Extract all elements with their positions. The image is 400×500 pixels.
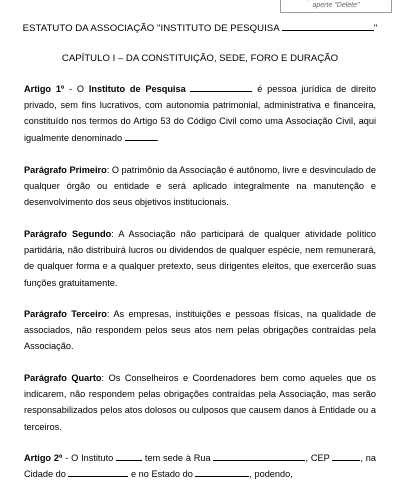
- paragrafo-primeiro: [24, 162, 376, 211]
- artigo-1-label: Artigo 1º: [24, 84, 65, 94]
- paragrafo-segundo: [24, 226, 376, 291]
- chapter-heading: CAPÍTULO I – DA CONSTITUIÇÃO, SEDE, FORO E DURAÇÃO: [61, 53, 339, 64]
- paragrafo-quarto-text: : Os Conselheiros e Coordenadores bem como aqueles que os indicarem, não respondem pelas obrigações contraídas pela Associação, mas serão responsabilizados pelos atos dolosos ou culposos que causem danos à Entidade ou a terceiros.: [24, 373, 376, 432]
- artigo-1-text-1: - O: [64, 84, 89, 94]
- document-title: [0, 21, 400, 35]
- title-suffix: ": [373, 23, 378, 34]
- artigo-2-text-6: , podendo,: [249, 469, 293, 480]
- artigo-1-text-3: .: [156, 132, 160, 143]
- instruction-note: [280, 0, 392, 13]
- artigo-1-text-2: é pessoa jurídica de direito privado, sem fins lucrativos, com autonomia patrimonial, administrativa e financeira, constituído nos termos do Artigo 53 do Código Civil como uma Associação Civil, aqui igualmente denominado: [24, 84, 376, 143]
- paragrafo-quarto: [24, 370, 376, 435]
- artigo-2-text-2: tem sede à Rua: [142, 453, 214, 463]
- artigo-2-city-blank[interactable]: [68, 468, 128, 477]
- artigo-1-bold-name: Instituto de Pesquisa: [88, 84, 186, 94]
- artigo-1: [24, 81, 376, 146]
- title-text: ESTATUTO DA ASSOCIAÇÃO "INSTITUTO DE PESQUISA: [22, 23, 282, 34]
- artigo-2-text-4: , na Cidade do: [24, 453, 377, 480]
- paragrafo-segundo-label: Parágrafo Segundo: [24, 229, 112, 239]
- paragrafo-terceiro-label: Parágrafo Terceiro: [24, 309, 107, 319]
- artigo-1-name-blank[interactable]: [190, 83, 252, 92]
- artigo-2-institute-blank[interactable]: [116, 452, 142, 461]
- paragrafo-primeiro-label: Parágrafo Primeiro: [24, 165, 107, 175]
- artigo-2-cep-blank[interactable]: [332, 452, 360, 461]
- paragrafo-terceiro: [24, 306, 376, 355]
- artigo-1-denomination-blank[interactable]: [125, 132, 157, 141]
- artigo-2-state-blank[interactable]: [195, 468, 249, 477]
- instruction-note-line-2: aperte "Delete": [312, 2, 360, 9]
- artigo-2: [24, 450, 376, 482]
- artigo-2-street-blank[interactable]: [213, 452, 305, 461]
- title-blank-field[interactable]: [282, 21, 374, 31]
- artigo-2-label: Artigo 2º: [24, 453, 63, 463]
- artigo-2-text-3: , CEP: [305, 453, 333, 463]
- paragrafo-terceiro-text: : As empresas, instituições e pessoas físicas, na qualidade de associados, não respondem pelos seus atos nem pelas obrigações contraídas pela Associação.: [24, 309, 376, 352]
- artigo-2-text-1: - O Instituto: [62, 453, 117, 463]
- paragrafo-segundo-text: : A Associação não participará de qualquer atividade político partidária, não distribuirá lucros ou dividendos de qualquer espécie, nem remunerará, de qualquer forma e a qualquer pretexto, seus dirigentes eleitos, que exercerão suas funções gratuitamente.: [24, 229, 376, 288]
- artigo-2-text-5: e no Estado do: [128, 469, 196, 480]
- paragrafo-quarto-label: Parágrafo Quarto: [24, 373, 102, 383]
- paragrafo-primeiro-text: : O patrimônio da Associação é autônomo, livre e desvinculado de qualquer órgão ou entidade e será aplicado integralmente na manutenção e desenvolvimento dos seus objetivos institucionais.: [24, 165, 376, 208]
